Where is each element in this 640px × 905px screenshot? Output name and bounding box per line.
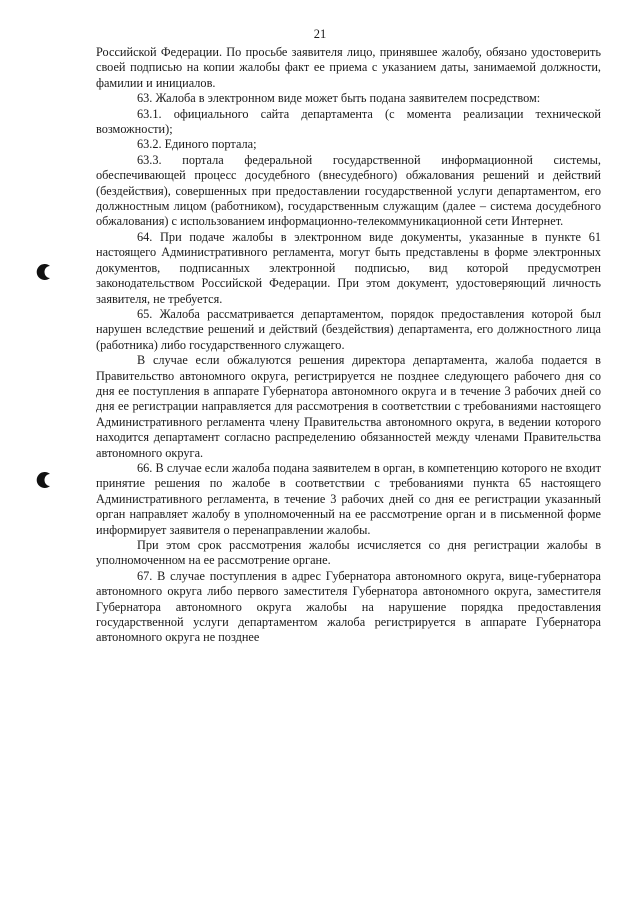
paragraph-65: 65. Жалоба рассматривается департаментом, порядок предоставления которой был нарушен вследствие решений и действий (бездействия) департамента, его должностного лица (работника) либо государственного служащего. bbox=[96, 306, 601, 352]
binder-hole-mark-icon bbox=[34, 262, 54, 282]
paragraph-66: 66. В случае если жалоба подана заявителем в орган, в компетенцию которого не входит принятие решения по жалобе в соответствии с требованиями пункта 65 настоящего Административного регламента, в течение 3 рабочих дней со дня ее регистрации указанный орган направляет жалобу в уполномоченный на ее рассмотрение орган и в письменной форме информирует заявителя о перенаправлении жалобы. bbox=[96, 460, 601, 537]
paragraph-65-director: В случае если обжалуются решения директора департамента, жалоба подается в Правительство автономного округа, регистрируется не позднее следующего рабочего дня со дня ее поступления в аппарате Губернатора автономного округа и в течение 3 рабочих дней со дня ее регистрации направляется для рассмотрения в соответствии с требованиями настоящего Административного регламента члену Правительства автономного округа, в ведении которого находится департамент согласно распределению обязанностей между членами Правительства автономного округа. bbox=[96, 353, 601, 460]
paragraph-63-2: 63.2. Единого портала; bbox=[137, 137, 257, 152]
paragraph-63-3: 63.3. портала федеральной государственной информационной системы, обеспечивающей процесс досудебного (внесудебного) обжалования решений и действий (бездействия), совершенных при предоставлении государственной услуги департаментом, его должностным лицом (работником), государственным служащим (далее – система досудебного обжалования) с использованием информационно-телекоммуникационной сети Интернет. bbox=[96, 152, 601, 229]
paragraph-63: 63. Жалоба в электронном виде может быть подана заявителем посредством: bbox=[137, 91, 541, 106]
paragraph-63-1: 63.1. официального сайта департамента (с момента реализации технической возможности); bbox=[96, 106, 601, 137]
paragraph-66-term: При этом срок рассмотрения жалобы исчисляется со дня регистрации жалобы в уполномоченном на ее рассмотрение органе. bbox=[96, 538, 601, 568]
paragraph-67: 67. В случае поступления в адрес Губернатора автономного округа, вице-губернатора автономного округа либо первого заместителя Губернатора автономного округа, заместителя Губернатора автономного округа жалобы на нарушение порядка предоставления государственной услуги департаментом жалоба регистрируется в аппарате Губернатора автономного округа не позднее bbox=[96, 568, 601, 645]
paragraph-continuation: Российской Федерации. По просьбе заявителя лицо, принявшее жалобу, обязано удостоверить своей подписью на копии жалобы факт ее приема с указанием даты, занимаемой должности, фамилии и инициалов. bbox=[96, 45, 601, 90]
page-number: 21 bbox=[313, 27, 327, 41]
binder-hole-mark-icon bbox=[34, 470, 54, 490]
paragraph-64: 64. При подаче жалобы в электронном виде документы, указанные в пункте 61 настоящего Административного регламента, могут быть представлены в форме электронных документов, подписанных электронной подписью, вид которой предусмотрен законодательством Российской Федерации. При этом документ, удостоверяющий личность заявителя, не требуется. bbox=[96, 229, 601, 306]
document-body bbox=[96, 45, 601, 646]
